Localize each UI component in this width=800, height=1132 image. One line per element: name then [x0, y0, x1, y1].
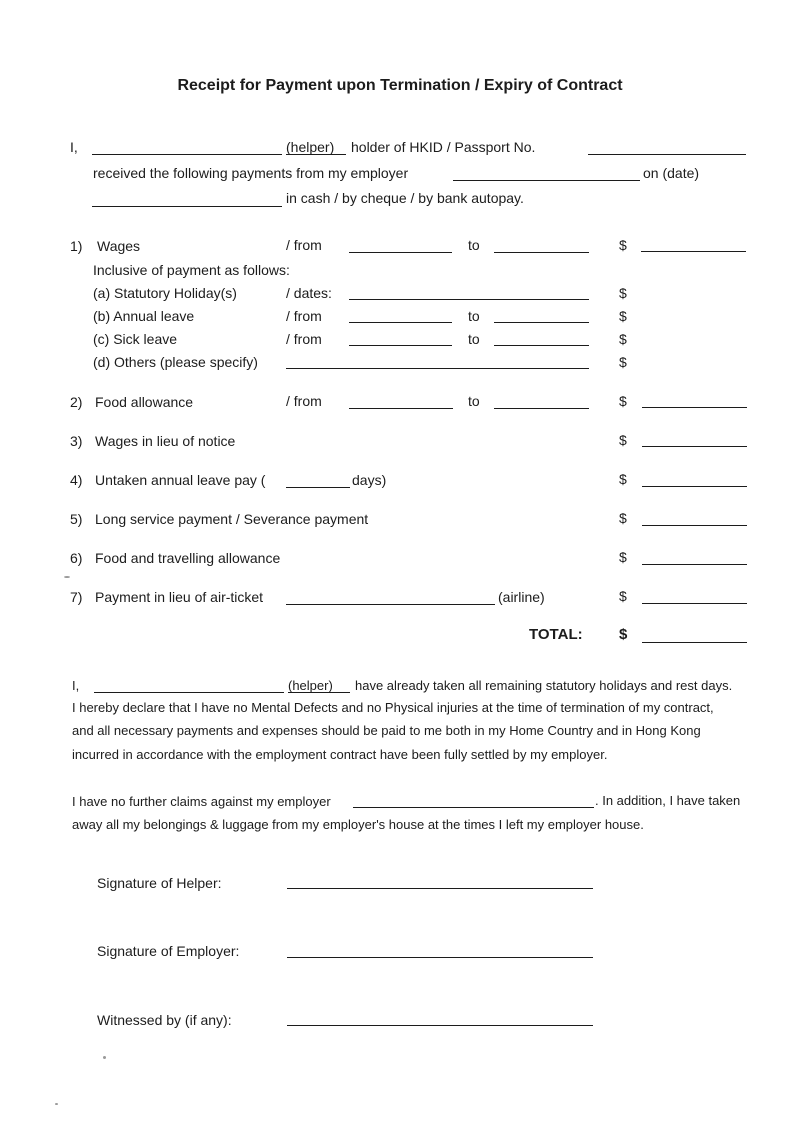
wages-from-line[interactable] — [349, 252, 452, 253]
declaration-line3: and all necessary payments and expenses should be paid to me both in my Home Country and in Hong Kong — [72, 723, 701, 738]
intro-method-label: in cash / by cheque / by bank autopay. — [286, 190, 524, 206]
food-label: Food allowance — [95, 394, 194, 410]
food-travel-dollar: $ — [619, 549, 627, 565]
scan-speck — [55, 1103, 58, 1105]
food-number: 2) — [70, 394, 83, 410]
declaration-helper-underline — [288, 692, 350, 693]
others-dollar: $ — [619, 354, 627, 370]
food-travel-number: 6) — [70, 550, 83, 566]
others-specify-line[interactable] — [286, 368, 589, 369]
untaken-days-line[interactable] — [286, 487, 350, 488]
lsp-dollar: $ — [619, 510, 627, 526]
helper-name-line[interactable] — [92, 154, 282, 155]
signature-helper-label: Signature of Helper: — [97, 875, 222, 891]
wages-amount-line[interactable] — [641, 251, 746, 252]
notice-dollar: $ — [619, 432, 627, 448]
notice-amount-line[interactable] — [642, 446, 747, 447]
annual-leave-to-label: to — [468, 308, 480, 324]
sick-leave-dollar: $ — [619, 331, 627, 347]
wages-inclusive-label: Inclusive of payment as follows: — [93, 262, 290, 278]
declaration-i: I, — [72, 678, 80, 693]
wages-to-label: to — [468, 237, 480, 253]
helper-label-underline — [286, 154, 346, 155]
food-travel-amount-line[interactable] — [642, 564, 747, 565]
annual-leave-from-label: / from — [286, 308, 322, 324]
untaken-days-label: days) — [352, 472, 387, 488]
intro-on-date-label: on (date) — [643, 165, 700, 181]
intro-holder-label: holder of HKID / Passport No. — [351, 139, 536, 155]
notice-number: 3) — [70, 433, 83, 449]
total-amount-line[interactable] — [642, 642, 747, 643]
total-label: TOTAL: — [529, 626, 583, 643]
lsp-label: Long service payment / Severance payment — [95, 511, 369, 527]
claims-line2: away all my belongings & luggage from my employer's house at the times I left my employer house. — [72, 817, 644, 832]
annual-leave-label: (b) Annual leave — [93, 308, 195, 324]
sick-leave-label: (c) Sick leave — [93, 331, 178, 347]
statutory-dates-line[interactable] — [349, 299, 589, 300]
airticket-amount-line[interactable] — [642, 603, 747, 604]
notice-label: Wages in lieu of notice — [95, 433, 236, 449]
food-to-line[interactable] — [494, 408, 589, 409]
wages-dollar: $ — [619, 237, 627, 253]
signature-employer-line[interactable] — [287, 957, 593, 958]
wages-number: 1) — [70, 238, 83, 254]
form-title: Receipt for Payment upon Termination / Expiry of Contract — [177, 77, 623, 94]
food-travel-label: Food and travelling allowance — [95, 550, 281, 566]
sick-leave-to-label: to — [468, 331, 480, 347]
scan-speck — [64, 576, 70, 578]
airline-name-line[interactable] — [286, 604, 495, 605]
witness-line[interactable] — [287, 1025, 593, 1026]
declaration-line1: have already taken all remaining statutory holidays and rest days. — [355, 678, 733, 693]
total-dollar: $ — [619, 626, 628, 643]
food-dollar: $ — [619, 393, 627, 409]
passport-number-line[interactable] — [588, 154, 746, 155]
declaration-line2: I hereby declare that I have no Mental Defects and no Physical injuries at the time of termination of my contract, — [72, 700, 714, 715]
statutory-dates-label: / dates: — [286, 285, 332, 301]
food-amount-line[interactable] — [642, 407, 747, 408]
sick-leave-from-line[interactable] — [349, 345, 452, 346]
wages-label: Wages — [97, 238, 141, 254]
airticket-number: 7) — [70, 589, 83, 605]
declaration-helper-line[interactable] — [94, 692, 284, 693]
claims-line1b: . In addition, I have taken — [595, 793, 741, 808]
intro-helper-label: (helper) — [286, 139, 335, 155]
declaration-line4: incurred in accordance with the employment contract have been fully settled by my employer. — [72, 747, 608, 762]
airticket-label: Payment in lieu of air-ticket — [95, 589, 264, 605]
statutory-holiday-label: (a) Statutory Holiday(s) — [93, 285, 237, 301]
sick-leave-from-label: / from — [286, 331, 322, 347]
wages-to-line[interactable] — [494, 252, 589, 253]
untaken-dollar: $ — [619, 471, 627, 487]
lsp-amount-line[interactable] — [642, 525, 747, 526]
food-to-label: to — [468, 393, 480, 409]
food-from-label: / from — [286, 393, 322, 409]
signature-helper-line[interactable] — [287, 888, 593, 889]
employer-name-line[interactable] — [453, 180, 640, 181]
annual-leave-from-line[interactable] — [349, 322, 452, 323]
intro-received-label: received the following payments from my employer — [93, 165, 409, 181]
airticket-dollar: $ — [619, 588, 627, 604]
wages-from-label: / from — [286, 237, 322, 253]
untaken-label: Untaken annual leave pay ( — [95, 472, 266, 488]
untaken-amount-line[interactable] — [642, 486, 747, 487]
signature-employer-label: Signature of Employer: — [97, 943, 240, 959]
statutory-dollar: $ — [619, 285, 627, 301]
scan-speck — [103, 1056, 106, 1059]
annual-leave-to-line[interactable] — [494, 322, 589, 323]
others-label: (d) Others (please specify) — [93, 354, 258, 370]
sick-leave-to-line[interactable] — [494, 345, 589, 346]
claims-line1: I have no further claims against my employer — [72, 794, 331, 809]
annual-leave-dollar: $ — [619, 308, 627, 324]
declaration-helper-label: (helper) — [288, 678, 333, 693]
intro-i: I, — [70, 139, 78, 155]
claims-employer-line[interactable] — [353, 807, 594, 808]
payment-date-line[interactable] — [92, 206, 282, 207]
lsp-number: 5) — [70, 511, 83, 527]
untaken-number: 4) — [70, 472, 83, 488]
food-from-line[interactable] — [349, 408, 453, 409]
witness-label: Witnessed by (if any): — [97, 1012, 232, 1028]
airline-label: (airline) — [498, 589, 545, 605]
